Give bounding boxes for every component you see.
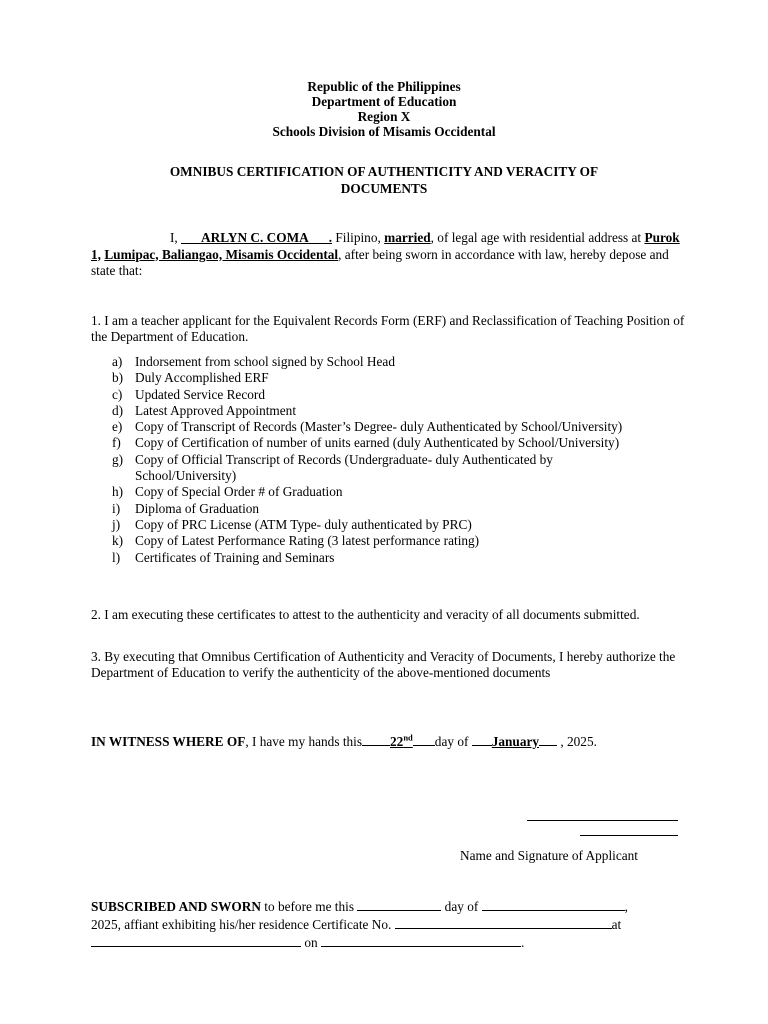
intro-after-status: , of legal age with residential address at <box>430 230 645 245</box>
month-blank-left <box>472 732 492 746</box>
witness-month: January <box>491 734 540 749</box>
list-marker: i) <box>112 500 121 516</box>
list-marker: b) <box>112 370 124 386</box>
header-region: Region X <box>357 109 411 124</box>
list-item <box>112 419 632 435</box>
list-item-text: Certificates of Training and Seminars <box>135 549 335 565</box>
signature-line-short <box>580 835 678 836</box>
address-locality: Lumipac, Baliangao, Misamis Occidental <box>104 246 339 262</box>
list-item <box>112 435 632 451</box>
sworn-paragraph: SUBSCRIBED AND SWORN to before me this day of , 2025, affiant exhibiting his/her residence Certificate No. at on . <box>91 899 628 951</box>
statement-1: 1. I am a teacher applicant for the Equivalent Records Form (ERF) and Reclassification of Teaching Position of the Department of Education. <box>91 313 685 345</box>
list-marker: l) <box>112 549 121 565</box>
witness-text-1: , I have my hands this <box>245 734 363 749</box>
civil-status: married <box>384 230 431 245</box>
list-marker: c) <box>112 386 123 402</box>
place-blank <box>91 933 301 947</box>
day-blank-left <box>362 732 390 746</box>
signature-line <box>527 820 678 821</box>
list-item <box>112 403 632 419</box>
witness-text-2: day of <box>434 734 472 749</box>
witness-line <box>91 732 685 750</box>
list-item-text: Latest Approved Appointment <box>135 402 297 418</box>
list-item-text: Diploma of Graduation <box>135 500 260 516</box>
list-marker: f) <box>112 435 121 451</box>
list-marker: g) <box>112 451 124 467</box>
statement-3: 3. By executing that Omnibus Certification of Authenticity and Veracity of Documents, I hereby authorize the Department of Education to verify the authenticity of the above-mentioned documents <box>91 649 676 681</box>
list-item <box>112 354 632 370</box>
list-item <box>112 550 632 566</box>
header-department: Department of Education <box>311 94 457 109</box>
address-purok: Purok 1, <box>91 230 680 262</box>
list-item-text: Updated Service Record <box>135 386 265 402</box>
title-line-1: OMNIBUS CERTIFICATION OF AUTHENTICITY AND VERACITY OF <box>169 164 599 179</box>
header-division: Schools Division of Misamis Occidental <box>272 124 496 139</box>
list-item-text: Copy of Certification of number of units earned (duly Authenticated by School/University) <box>135 435 620 451</box>
witness-day-suffix: nd <box>403 732 413 743</box>
certificate-number-blank <box>395 915 612 929</box>
intro-after-name: Filipino, <box>332 230 385 245</box>
header-republic: Republic of the Philippines <box>307 79 461 94</box>
list-marker: k) <box>112 533 124 549</box>
list-item-text: Copy of Official Transcript of Records (Undergraduate- duly Authenticated by School/University) <box>135 451 553 484</box>
list-marker: j) <box>112 516 121 532</box>
list-item-text: Copy of Special Order # of Graduation <box>135 484 343 500</box>
list-item <box>112 484 632 500</box>
list-marker: e) <box>112 419 123 435</box>
month-blank-right <box>539 732 557 746</box>
document-header <box>0 79 768 139</box>
list-marker: a) <box>112 354 123 369</box>
document-title <box>100 163 668 197</box>
day-blank-right <box>413 732 435 746</box>
intro-paragraph <box>91 230 685 280</box>
signature-caption: Name and Signature of Applicant <box>460 848 638 863</box>
statement-2: 2. I am executing these certificates to attest to the authenticity and veracity of all documents submitted. <box>91 607 640 622</box>
list-item-text: Copy of PRC License (ATM Type- duly authenticated by PRC) <box>135 516 472 532</box>
intro-pre: I, <box>170 230 182 245</box>
applicant-name: ___ARLYN C. COMA___. <box>181 230 333 245</box>
intro-rest: , after being sworn in accordance with law, hereby depose and state that: <box>91 246 669 278</box>
list-item <box>112 452 632 485</box>
witness-year: , 2025. <box>557 734 597 749</box>
title-line-2: DOCUMENTS <box>340 181 428 196</box>
sworn-lead: SUBSCRIBED AND SWORN <box>91 899 261 914</box>
list-item-text: Copy of Latest Performance Rating (3 latest performance rating) <box>135 533 480 549</box>
sworn-date-blank <box>357 897 441 911</box>
document-list <box>112 354 632 566</box>
list-item-text: Copy of Transcript of Records (Master’s Degree- duly Authenticated by School/University) <box>135 419 623 435</box>
list-item <box>112 387 632 403</box>
list-marker: h) <box>112 484 124 500</box>
issue-date-blank <box>321 933 521 947</box>
sworn-month-blank <box>482 897 625 911</box>
witness-day: 22nd <box>390 732 413 749</box>
list-marker: d) <box>112 402 124 418</box>
witness-lead: IN WITNESS WHERE OF <box>91 734 246 749</box>
list-item-text: Indorsement from school signed by School Head <box>135 354 395 369</box>
list-item <box>112 517 632 533</box>
list-item <box>112 533 632 549</box>
list-item <box>112 501 632 517</box>
list-item-text: Duly Accomplished ERF <box>135 370 269 386</box>
list-item <box>112 370 632 386</box>
